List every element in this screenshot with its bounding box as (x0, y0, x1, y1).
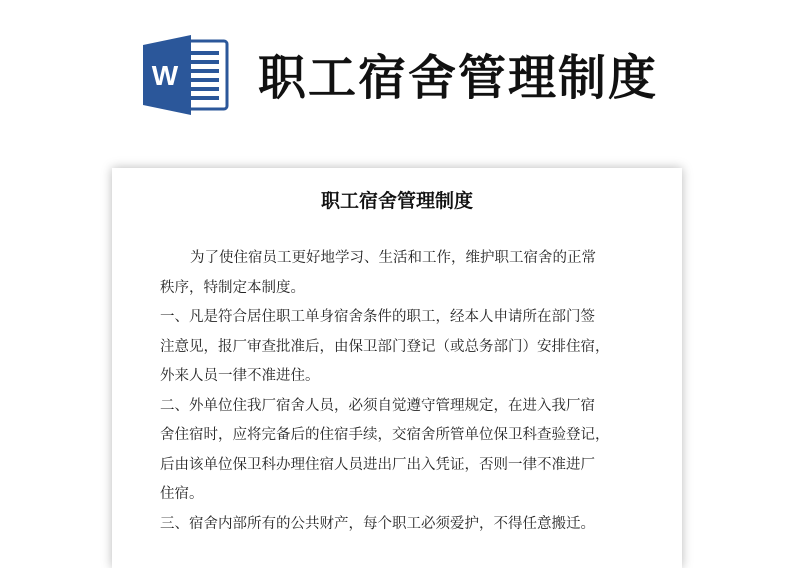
document-line: 外来人员一律不准进住。 (160, 368, 320, 384)
document-line: 秩序，特制定本制度。 (160, 279, 305, 296)
document-line: 为了使住宿员工更好地学习、生活和工作，维护职工宿舍的正常 (190, 250, 596, 266)
document-page (112, 168, 682, 568)
document-line: 住宿。 (160, 486, 204, 502)
document-line: 三、宿舍内部所有的公共财产，每个职工必须爱护，不得任意搬迁。 (160, 515, 595, 532)
document-body (160, 244, 640, 539)
document-line: 舍住宿时，应将完备后的住宿手续，交宿舍所管单位保卫科查验登记， (160, 427, 610, 443)
header-banner (0, 0, 800, 160)
document-line: 一、凡是符合居住职工单身宿舍条件的职工，经本人申请所在部门签 (160, 309, 595, 325)
document-line: 注意见，报厂审查批准后，由保卫部门登记（或总务部门）安排住宿， (160, 338, 610, 355)
word-icon (143, 35, 229, 115)
document-line: 二、外单位住我厂宿舍人员，必须自觉遵守管理规定，在进入我厂宿 (160, 397, 595, 414)
document-line: 后由该单位保卫科办理住宿人员进出厂出入凭证，否则一律不准进厂 (160, 456, 595, 473)
page-title: 职工宿舍管理制度 (258, 50, 659, 106)
document-title: 职工宿舍管理制度 (320, 190, 473, 212)
word-icon-letter: W (151, 60, 179, 91)
